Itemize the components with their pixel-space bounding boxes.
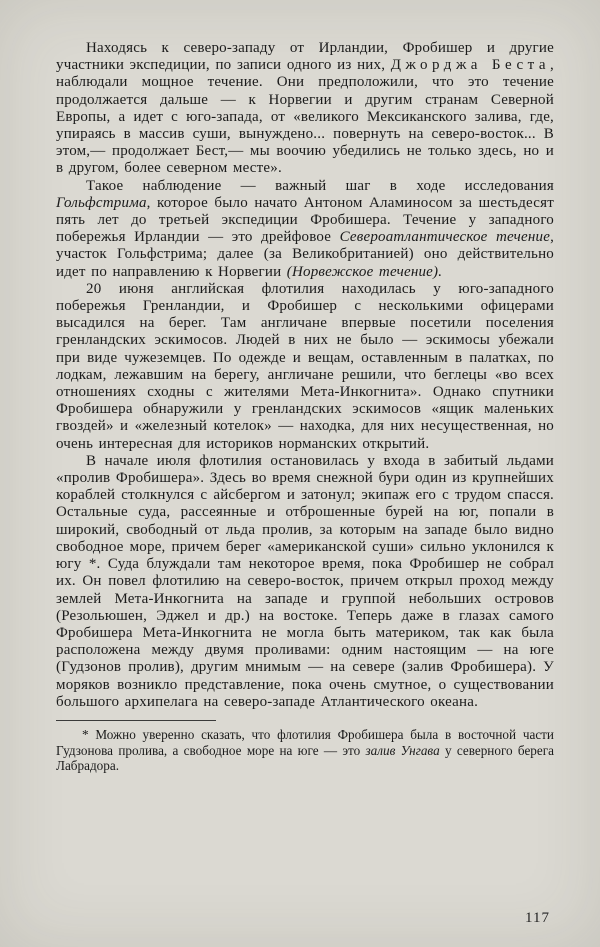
paragraph bbox=[56, 727, 554, 774]
text-run: (Норвежское течение). bbox=[286, 263, 443, 280]
text-run: , которое было начато Антоном Аламиносом за шестьдесят пять лет до третьей экспедиции Фробишера. Течение у западного побережья Ирландии — это дрейфовое bbox=[56, 194, 554, 246]
footnote-divider bbox=[56, 720, 216, 721]
text-run: , участок Гольфстрима; далее (за Великобританией) оно действительно идет по направлению к Норвегии bbox=[56, 229, 555, 280]
paragraph bbox=[56, 40, 554, 178]
text-run: Североатлантическое течение bbox=[339, 229, 551, 246]
text-run: Гольфстрима bbox=[56, 194, 147, 211]
paragraph bbox=[56, 178, 554, 281]
paragraph bbox=[56, 281, 554, 453]
text-run: , наблюдали мощное течение. Они предположили, что это течение продолжается дальше — к Норвегии и другим странам Северной Европы, а идет с юго-запада, от «великого Мексиканского залива, где, упираясь в массив суши, вынуждено... повернуть на северо-восток... В этом,— продолжает Бест,— мы воочию убедились не только здесь, но и в другом, более северном месте». bbox=[56, 57, 554, 177]
text-run: В начале июля флотилия остановилась у входа в забитый льдами «пролив Фробишера». Здесь во время снежной бури один из крупнейших кораблей столкнулся с айсбергом и затонул; экипаж его с трудом спасся. Остальные суда, рассеянные и отброшенные бурей на юг, попали в широкий, свободный от льда пролив, за которым на западе было видно свободное море, причем берег «американской суши» сильно уклонился к югу *. Суда блуждали там некоторое время, пока Фробишер не собрал их. Он повел флотилию на северо-восток, причем открыл проход между землей Мета-Инкогнита на западе и группой небольших островов (Резольюшен, Эджел и др.) на востоке. Теперь даже в глазах самого Фробишера Мета-Инкогнита не могла быть материком, так как была расположена между двумя проливами: одним настоящим — на юге (Гудзонов пролив), другим мнимым — на севере (залив Фробишера). У моряков возникло представление, пока очень смутное, о существовании большого архипелага на северо-западе Атлантического океана. bbox=[56, 452, 554, 710]
page-number: 117 bbox=[525, 910, 550, 926]
text-run: Находясь к северо-западу от Ирландии, Фробишер и другие участники экспедиции, по записи одного из них, bbox=[56, 40, 554, 74]
footnote bbox=[56, 727, 554, 774]
text-run: 20 июня английская флотилия находилась у юго-западного побережья Гренландии, и Фробишер с несколькими офицерами высадился на берег. Там англичане впервые посетили поселения гренландских эскимосов. Людей в них не было — эскимосы убежали при виде чужеземцев. По одежде и вещам, оставленным в палатках, по лодкам, лежавшим на берегу, англичане решили, что беглецы «во всех отношениях сходны с жителями Мета-Инкогнита». Однако спутники Фробишера обнаружили у гренландских эскимосов «ящик маленьких гвоздей» и «железный котелок» — находка, для них несущественная, но очень интересная для историков норманских открытий. bbox=[56, 280, 554, 452]
paragraph bbox=[56, 453, 554, 711]
text-run: у северного берега Лабрадора. bbox=[56, 742, 555, 774]
text-run: * Можно уверенно сказать, что флотилия Фробишера была в восточной части Гудзонова пролива, а свободное море на юге — это bbox=[56, 726, 554, 758]
text-run: Джорджа Беста bbox=[390, 57, 551, 74]
body-text bbox=[56, 40, 554, 711]
text-run: Такое наблюдение — важный шаг в ходе исследования bbox=[86, 177, 554, 194]
text-run: залив Унгава bbox=[365, 742, 440, 758]
